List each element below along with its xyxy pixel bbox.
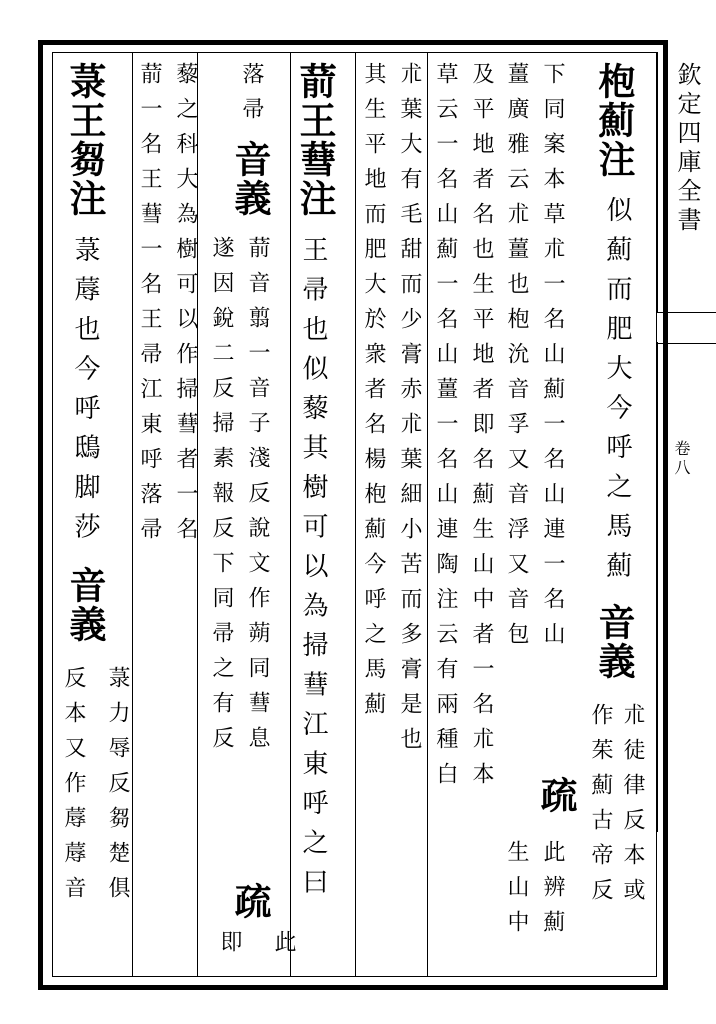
- text-column-c2a: 下同案本草朮一名山薊一名山連一名山: [540, 62, 565, 657]
- margin-book-title: 欽定四庫全書: [673, 62, 701, 236]
- text-column-c6: 朮葉大有毛甜而少膏赤朮葉細小苦而多膏是也: [397, 62, 422, 762]
- text-column-c11: 藜之科大為樹可以作掃蔧者一名: [173, 62, 198, 552]
- text-column-c10b: 即: [217, 930, 242, 965]
- text-column-c1c: 音義: [592, 603, 636, 681]
- text-column-c13d: 菉力辱反芻楚俱: [105, 666, 130, 911]
- margin-rule: [657, 342, 658, 832]
- text-column-c13c: 音義: [63, 566, 107, 644]
- text-column-c7: 其生平地而肥大於衆者名楊枹薊今呼之馬薊: [361, 62, 386, 727]
- text-column-c1d: 朮徒律反本或: [620, 703, 645, 913]
- text-column-c13e: 反本又作蓐蓐音: [61, 666, 86, 911]
- text-column-c13b: 菉蓐也今呼鴟脚莎: [70, 236, 100, 552]
- text-column-c4: 及平地者名也生平地者即名薊生山中者一名朮本: [469, 62, 494, 797]
- margin-volume-number: 卷八: [672, 440, 691, 478]
- text-column-c9c: 葥音翦一音子淺反說文作蒴同蔧息: [245, 236, 270, 761]
- text-column-c1e: 作茱薊古帝反: [588, 703, 613, 913]
- column-rule: [355, 52, 356, 977]
- text-column-c2c: 此辨薊: [540, 840, 565, 945]
- fishtail-mark: [657, 312, 716, 344]
- text-column-c3: 薑廣雅云朮薑也枹沇音孚又音浮又音包: [504, 62, 529, 657]
- text-column-c12: 葥一名王蔧一名王帚江東呼落帚: [137, 62, 162, 552]
- text-column-c1b: 似薊而肥大今呼之馬薊: [602, 196, 632, 591]
- text-column-c13a: 菉王芻注: [63, 62, 107, 218]
- text-column-c10a: 遂因銳二反掃素報反下同帚之有反: [209, 236, 234, 761]
- text-column-c8a: 葥王蔧注: [293, 62, 337, 218]
- text-column-c8b: 王帚也似藜其樹可以為掃蔧江東呼之曰: [298, 236, 328, 908]
- text-column-c9d: 疏: [228, 882, 272, 921]
- text-column-c2b: 疏: [534, 776, 578, 815]
- column-rule: [132, 52, 133, 977]
- text-column-c9e: 此: [271, 930, 296, 965]
- text-column-c5: 草云一名山薊一名山薑一名山連陶注云有兩種白: [433, 62, 458, 797]
- column-rule: [290, 52, 291, 977]
- text-column-c1a: 枹薊注: [592, 62, 636, 179]
- text-column-c3b: 生山中: [504, 840, 529, 945]
- column-rule: [427, 52, 428, 977]
- text-column-c9a: 落帚: [239, 62, 264, 132]
- text-column-c9b: 音義: [228, 140, 272, 218]
